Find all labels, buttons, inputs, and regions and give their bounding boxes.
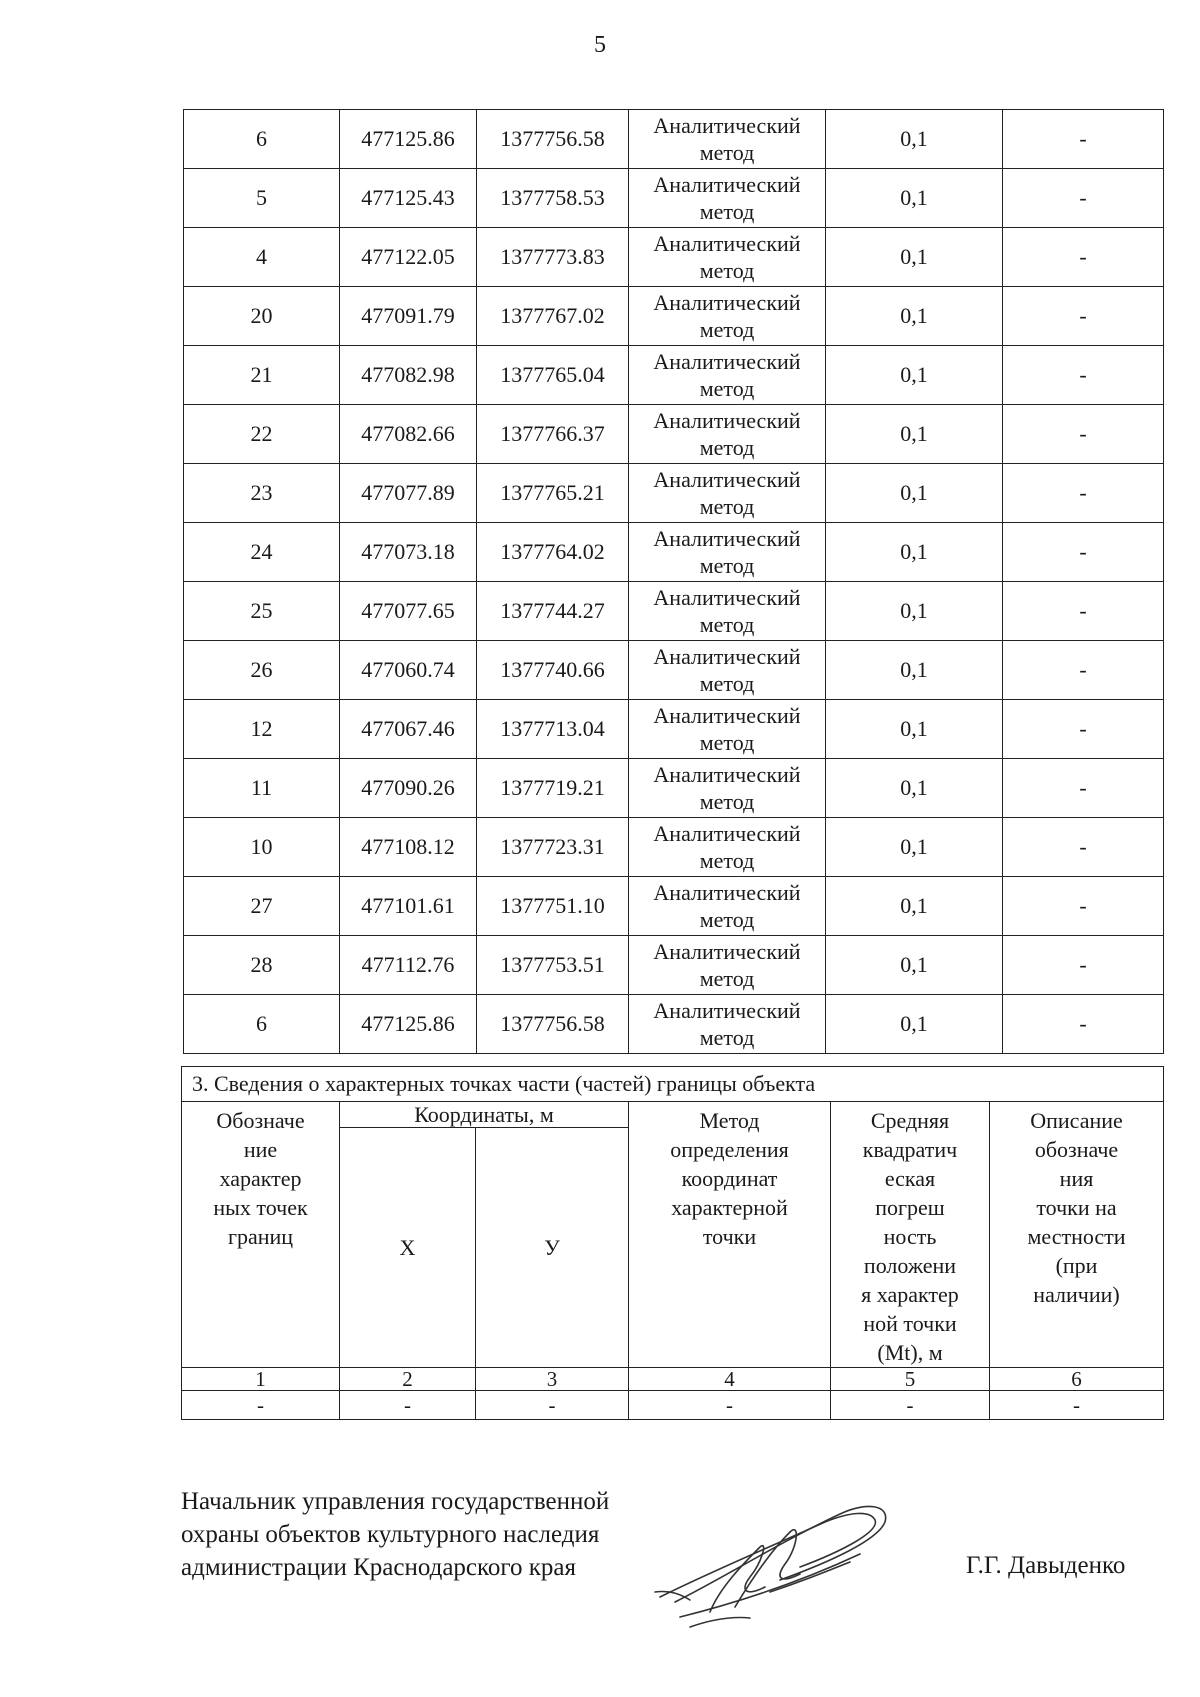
method-line: Аналитический <box>653 644 801 669</box>
method <box>629 523 826 582</box>
mean-error: 0,1 <box>826 110 1003 169</box>
point-number: 11 <box>184 759 340 818</box>
header-coordinates: Координаты, м <box>340 1102 629 1128</box>
coordinate-y: 1377719.21 <box>477 759 629 818</box>
empty-cell: - <box>476 1391 629 1420</box>
coordinate-x: 477091.79 <box>340 287 477 346</box>
coordinate-x: 477077.89 <box>340 464 477 523</box>
header-line: (Mt), м <box>877 1340 943 1365</box>
method <box>629 346 826 405</box>
method-line: Аналитический <box>653 585 801 610</box>
point-number: 25 <box>184 582 340 641</box>
point-description: - <box>1003 759 1164 818</box>
coordinate-y: 1377765.21 <box>477 464 629 523</box>
point-number: 12 <box>184 700 340 759</box>
header-line: я характер <box>861 1282 959 1307</box>
empty-cell: - <box>182 1391 340 1420</box>
mean-error: 0,1 <box>826 405 1003 464</box>
mean-error: 0,1 <box>826 936 1003 995</box>
coordinates-row <box>184 169 1164 228</box>
header-line: ния <box>1059 1166 1094 1191</box>
coordinates-row <box>184 228 1164 287</box>
method <box>629 641 826 700</box>
point-number: 24 <box>184 523 340 582</box>
mean-error: 0,1 <box>826 759 1003 818</box>
point-description: - <box>1003 287 1164 346</box>
coordinate-x: 477125.86 <box>340 995 477 1054</box>
point-number: 6 <box>184 110 340 169</box>
method-line: Аналитический <box>653 998 801 1023</box>
method <box>629 759 826 818</box>
method <box>629 582 826 641</box>
coordinate-x: 477108.12 <box>340 818 477 877</box>
header-line: определения <box>670 1137 789 1162</box>
signer-position-line: Начальник управления государственной <box>181 1488 610 1515</box>
column-number: 1 <box>182 1368 340 1391</box>
coordinate-x: 477060.74 <box>340 641 477 700</box>
coordinate-x: 477090.26 <box>340 759 477 818</box>
coordinates-row <box>184 759 1164 818</box>
mean-error: 0,1 <box>826 169 1003 228</box>
coordinate-y: 1377767.02 <box>477 287 629 346</box>
signer-position-line: администрации Краснодарского края <box>181 1554 577 1581</box>
header-line: ных точек <box>213 1195 308 1220</box>
header-line: (при <box>1055 1253 1098 1278</box>
coordinates-row <box>184 936 1164 995</box>
point-description: - <box>1003 464 1164 523</box>
coordinate-y: 1377753.51 <box>477 936 629 995</box>
method-line: метод <box>699 907 755 932</box>
coordinate-x: 477073.18 <box>340 523 477 582</box>
method-line: Аналитический <box>653 939 801 964</box>
coordinate-x: 477082.66 <box>340 405 477 464</box>
point-number: 22 <box>184 405 340 464</box>
header-line: ние <box>243 1137 278 1162</box>
method <box>629 877 826 936</box>
method <box>629 464 826 523</box>
coordinate-x: 477077.65 <box>340 582 477 641</box>
header-line: еская <box>884 1166 936 1191</box>
header-line: границ <box>227 1224 294 1249</box>
coordinates-row <box>184 700 1164 759</box>
method-line: метод <box>699 966 755 991</box>
column-number: 4 <box>629 1368 831 1391</box>
mean-error: 0,1 <box>826 464 1003 523</box>
point-description: - <box>1003 405 1164 464</box>
coordinates-row <box>184 582 1164 641</box>
method-line: метод <box>699 1025 755 1050</box>
mean-error: 0,1 <box>826 582 1003 641</box>
method <box>629 228 826 287</box>
header-designation <box>182 1102 340 1368</box>
header-line: характерной <box>671 1195 788 1220</box>
point-number: 27 <box>184 877 340 936</box>
method-line: Аналитический <box>653 526 801 551</box>
method <box>629 287 826 346</box>
header-line: характер <box>219 1166 302 1191</box>
signer-name: Г.Г. Давыденко <box>966 1552 1126 1579</box>
header-method <box>629 1102 831 1368</box>
header-y: У <box>476 1128 629 1368</box>
column-number: 2 <box>340 1368 476 1391</box>
coordinate-x: 477067.46 <box>340 700 477 759</box>
mean-error: 0,1 <box>826 287 1003 346</box>
method-line: Аналитический <box>653 821 801 846</box>
point-number: 10 <box>184 818 340 877</box>
coordinate-y: 1377766.37 <box>477 405 629 464</box>
point-description: - <box>1003 877 1164 936</box>
empty-cell: - <box>340 1391 476 1420</box>
empty-cell: - <box>831 1391 990 1420</box>
header-line: Обозначе <box>216 1108 305 1133</box>
header-line: положени <box>863 1253 957 1278</box>
coordinates-row <box>184 818 1164 877</box>
method-line: метод <box>699 258 755 283</box>
coordinates-row <box>184 287 1164 346</box>
empty-cell: - <box>629 1391 831 1420</box>
method-line: метод <box>699 317 755 342</box>
coordinate-y: 1377751.10 <box>477 877 629 936</box>
empty-cell: - <box>990 1391 1164 1420</box>
header-line: погреш <box>875 1195 945 1220</box>
coordinates-row <box>184 464 1164 523</box>
column-number: 6 <box>990 1368 1164 1391</box>
header-line: Описание <box>1030 1108 1123 1133</box>
point-description: - <box>1003 641 1164 700</box>
point-description: - <box>1003 228 1164 287</box>
point-description: - <box>1003 582 1164 641</box>
method-line: Аналитический <box>653 290 801 315</box>
coordinate-x: 477101.61 <box>340 877 477 936</box>
method-line: метод <box>699 199 755 224</box>
header-line: местности <box>1027 1224 1126 1249</box>
mean-error: 0,1 <box>826 700 1003 759</box>
coordinate-y: 1377756.58 <box>477 110 629 169</box>
point-number: 26 <box>184 641 340 700</box>
header-line: квадратич <box>862 1137 958 1162</box>
method <box>629 169 826 228</box>
coordinates-row <box>184 641 1164 700</box>
method <box>629 936 826 995</box>
signer-position <box>181 1485 609 1584</box>
method-line: метод <box>699 435 755 460</box>
method-line: Аналитический <box>653 762 801 787</box>
method-line: метод <box>699 612 755 637</box>
boundary-parts-table <box>181 1066 1164 1420</box>
point-description: - <box>1003 110 1164 169</box>
method-line: метод <box>699 789 755 814</box>
point-number: 5 <box>184 169 340 228</box>
coordinate-x: 477125.86 <box>340 110 477 169</box>
handwritten-signature <box>650 1492 920 1632</box>
coordinates-row <box>184 877 1164 936</box>
header-line: ность <box>883 1224 937 1249</box>
method-line: Аналитический <box>653 113 801 138</box>
method-line: Аналитический <box>653 408 801 433</box>
coordinate-y: 1377723.31 <box>477 818 629 877</box>
header-line: координат <box>681 1166 778 1191</box>
coordinate-x: 477082.98 <box>340 346 477 405</box>
point-number: 28 <box>184 936 340 995</box>
method-line: метод <box>699 494 755 519</box>
header-line: точки на <box>1036 1195 1117 1220</box>
column-number: 5 <box>831 1368 990 1391</box>
header-x: Х <box>340 1128 476 1368</box>
method-line: метод <box>699 376 755 401</box>
coordinates-table <box>183 109 1164 1054</box>
point-number: 23 <box>184 464 340 523</box>
coordinate-x: 477125.43 <box>340 169 477 228</box>
mean-error: 0,1 <box>826 877 1003 936</box>
method-line: Аналитический <box>653 703 801 728</box>
coordinate-y: 1377713.04 <box>477 700 629 759</box>
method-line: Аналитический <box>653 349 801 374</box>
method-line: Аналитический <box>653 880 801 905</box>
header-error <box>831 1102 990 1368</box>
point-description: - <box>1003 346 1164 405</box>
page-number: 5 <box>594 32 606 58</box>
method-line: метод <box>699 671 755 696</box>
coordinate-y: 1377744.27 <box>477 582 629 641</box>
coordinate-x: 477122.05 <box>340 228 477 287</box>
point-description: - <box>1003 818 1164 877</box>
coordinate-y: 1377764.02 <box>477 523 629 582</box>
method <box>629 700 826 759</box>
coordinate-y: 1377773.83 <box>477 228 629 287</box>
column-number: 3 <box>476 1368 629 1391</box>
header-description <box>990 1102 1164 1368</box>
header-line: ной точки <box>863 1311 957 1336</box>
method <box>629 405 826 464</box>
method-line: метод <box>699 553 755 578</box>
header-line: наличии) <box>1033 1282 1120 1307</box>
coordinates-row <box>184 995 1164 1054</box>
coordinates-row <box>184 523 1164 582</box>
point-description: - <box>1003 169 1164 228</box>
point-number: 6 <box>184 995 340 1054</box>
mean-error: 0,1 <box>826 523 1003 582</box>
section-title: 3. Сведения о характерных точках части (частей) границы объекта <box>182 1067 1164 1102</box>
method <box>629 818 826 877</box>
header-line: Средняя <box>870 1108 950 1133</box>
method-line: Аналитический <box>653 467 801 492</box>
coordinate-y: 1377756.58 <box>477 995 629 1054</box>
signer-position-line: охраны объектов культурного наследия <box>181 1521 600 1548</box>
header-line: обозначе <box>1034 1137 1119 1162</box>
header-line: Метод <box>699 1108 760 1133</box>
method-line: Аналитический <box>653 172 801 197</box>
point-number: 20 <box>184 287 340 346</box>
method <box>629 995 826 1054</box>
point-description: - <box>1003 523 1164 582</box>
method <box>629 110 826 169</box>
coordinates-row <box>184 110 1164 169</box>
mean-error: 0,1 <box>826 346 1003 405</box>
header-line: точки <box>702 1224 757 1249</box>
method-line: метод <box>699 140 755 165</box>
mean-error: 0,1 <box>826 995 1003 1054</box>
point-description: - <box>1003 700 1164 759</box>
method-line: метод <box>699 730 755 755</box>
point-number: 4 <box>184 228 340 287</box>
coordinate-y: 1377758.53 <box>477 169 629 228</box>
coordinate-x: 477112.76 <box>340 936 477 995</box>
point-number: 21 <box>184 346 340 405</box>
method-line: Аналитический <box>653 231 801 256</box>
coordinates-row <box>184 346 1164 405</box>
method-line: метод <box>699 848 755 873</box>
coordinate-y: 1377765.04 <box>477 346 629 405</box>
coordinates-row <box>184 405 1164 464</box>
coordinate-y: 1377740.66 <box>477 641 629 700</box>
mean-error: 0,1 <box>826 228 1003 287</box>
mean-error: 0,1 <box>826 641 1003 700</box>
point-description: - <box>1003 995 1164 1054</box>
mean-error: 0,1 <box>826 818 1003 877</box>
point-description: - <box>1003 936 1164 995</box>
